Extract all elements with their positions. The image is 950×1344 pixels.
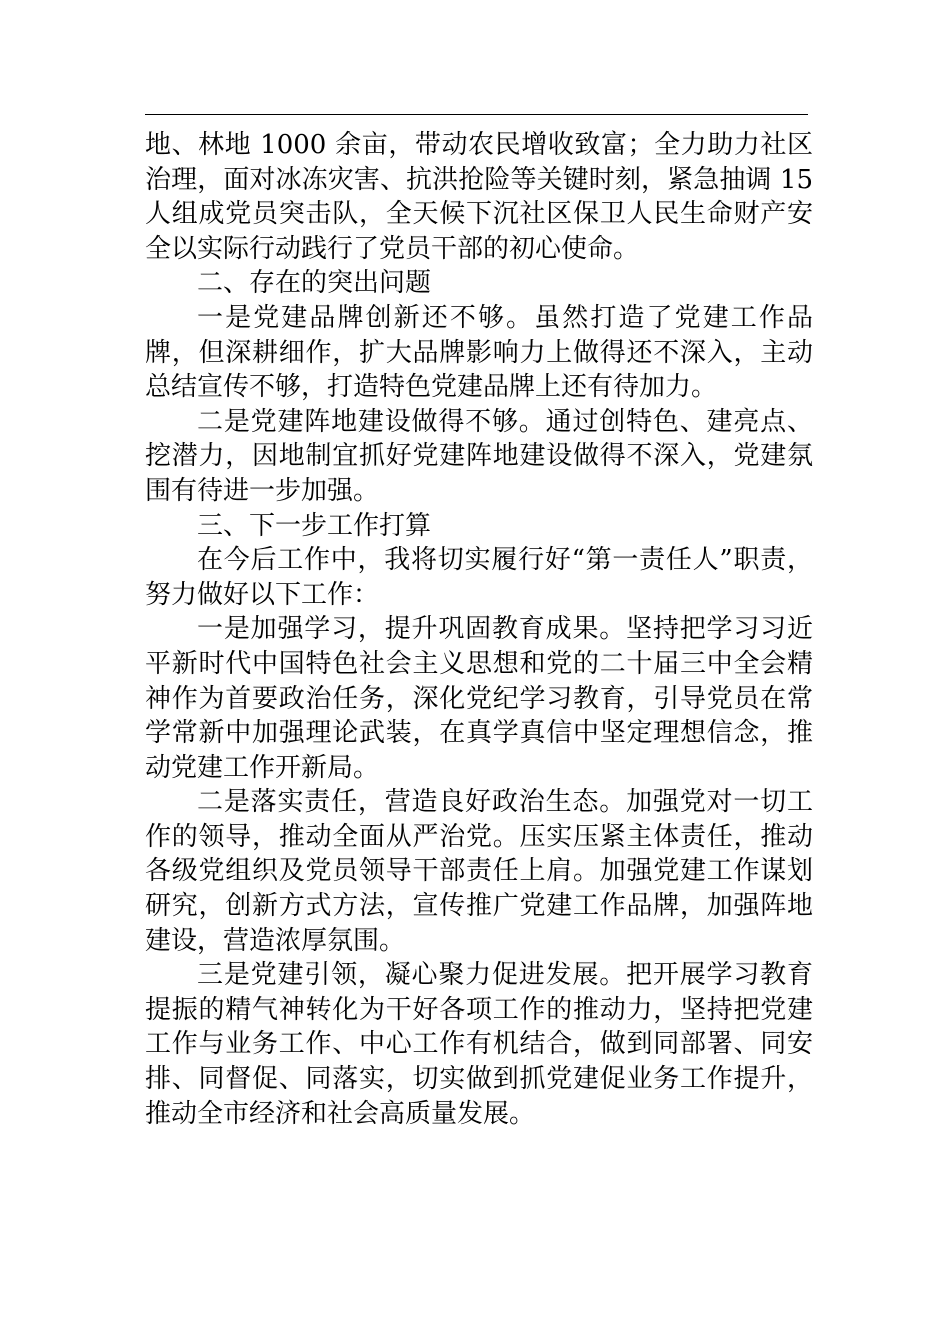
paragraph-plan-2: 二是落实责任，营造良好政治生态。加强党对一切工作的领导，推动全面从严治党。压实压紧主体责任，推动各级党组织及党员领导干部责任上肩。加强党建工作谋划研究，创新方式方法，宣传推广党建工作品牌，加强阵地建设，营造浓厚氛围。	[145, 787, 813, 956]
header-rule	[145, 114, 808, 115]
paragraph-plan-intro: 在今后工作中，我将切实履行好“第一责任人”职责，努力做好以下工作：	[145, 545, 813, 610]
document-body	[145, 128, 813, 1131]
paragraph-continuation: 地、林地 1000 余亩，带动农民增收致富；全力助力社区治理，面对冰冻灾害、抗洪抢险等关键时刻，紧急抽调 15 人组成党员突击队，全天候下沉社区保卫人民生命财产安全以实际行动践行了党员干部的初心使命。	[145, 130, 813, 264]
paragraph-plan-1: 一是加强学习，提升巩固教育成果。坚持把学习习近平新时代中国特色社会主义思想和党的二十届三中全会精神作为首要政治任务，深化党纪学习教育，引导党员在常学常新中加强理论武装，在真学真信中坚定理想信念，推动党建工作开新局。	[145, 614, 813, 783]
section-heading-2: 二、存在的突出问题	[197, 268, 432, 299]
paragraph-problem-1: 一是党建品牌创新还不够。虽然打造了党建工作品牌，但深耕细作，扩大品牌影响力上做得还不深入，主动总结宣传不够，打造特色党建品牌上还有待加力。	[145, 302, 813, 403]
paragraph-problem-2: 二是党建阵地建设做得不够。通过创特色、建亮点、挖潜力，因地制宜抓好党建阵地建设做得不深入，党建氛围有待进一步加强。	[145, 406, 813, 506]
paragraph-plan-3: 三是党建引领，凝心聚力促进发展。把开展学习教育提振的精气神转化为干好各项工作的推动力，坚持把党建工作与业务工作、中心工作有机结合，做到同部署、同安排、同督促、同落实，切实做到抓党建促业务工作提升，推动全市经济和社会高质量发展。	[145, 960, 813, 1129]
section-heading-3: 三、下一步工作打算	[197, 510, 432, 541]
